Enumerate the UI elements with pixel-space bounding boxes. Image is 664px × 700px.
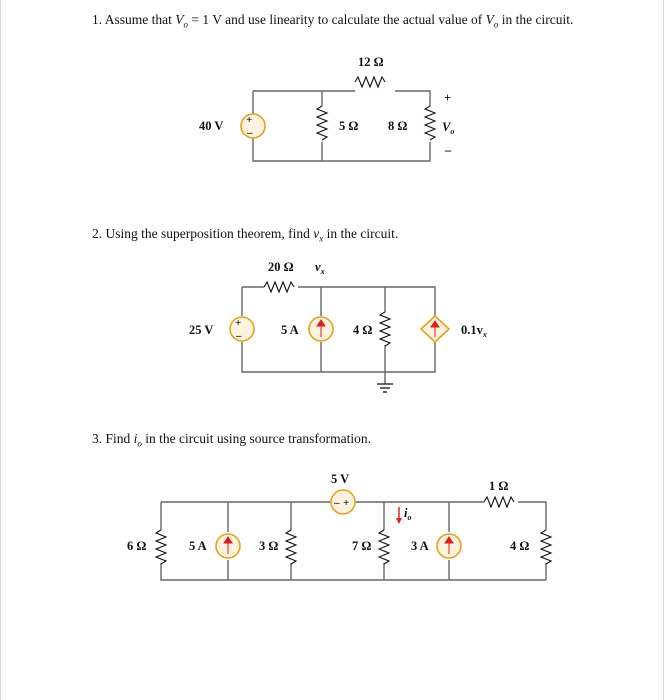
problem-number: 1. <box>92 12 103 27</box>
output-voltage-label: $V_o$ <box>442 120 455 136</box>
resistor-7-label: 7 Ω <box>352 539 372 553</box>
current-io-label: $i_o$ <box>404 506 412 522</box>
resistor-icon <box>317 106 327 140</box>
voltage-source-icon <box>241 114 265 138</box>
circuit-2 <box>189 260 487 392</box>
subscript: o <box>183 19 189 30</box>
variable: V <box>175 12 184 27</box>
subscript: x <box>319 233 324 244</box>
source-plus-sign: + <box>343 497 350 509</box>
problem-text: in the circuit. <box>326 226 399 241</box>
problem-text: = 1 V and use linearity to calculate the actual value of <box>191 12 483 27</box>
source-plus-sign: + <box>246 114 253 126</box>
resistor-icon <box>355 77 385 87</box>
source-minus-sign: – <box>247 127 253 139</box>
node-voltage-label: $v_x$ <box>315 260 325 276</box>
source-5a-label: 5 A <box>281 323 299 337</box>
resistor-5-label: 5 Ω <box>339 119 359 133</box>
subscript: o <box>137 438 142 449</box>
problem-number: 3. <box>92 431 103 446</box>
problem-text: Assume that <box>104 12 172 27</box>
resistor-icon <box>541 530 551 564</box>
resistor-icon <box>425 106 435 140</box>
resistor-icon <box>156 530 166 564</box>
ground-icon <box>377 384 393 392</box>
circuit-2-wires <box>242 287 435 372</box>
circuit-3 <box>127 472 551 580</box>
resistor-8-label: 8 Ω <box>388 119 408 133</box>
circuit-diagrams <box>1 0 664 700</box>
problem-number: 2. <box>92 226 103 241</box>
resistor-3-label: 3 Ω <box>259 539 279 553</box>
problem-text: Using the superposition theorem, find <box>105 226 310 241</box>
down-arrow-icon <box>396 518 402 524</box>
resistor-12-label: 12 Ω <box>358 55 384 69</box>
resistor-4-label: 4 Ω <box>510 539 530 553</box>
resistor-1-label: 1 Ω <box>489 479 509 493</box>
resistor-icon <box>264 282 294 292</box>
problem-text: Find <box>105 431 131 446</box>
problem-text: in the circuit. <box>501 12 574 27</box>
dependent-source-label: $0.1v_x$ <box>461 323 487 339</box>
resistor-icon <box>379 530 389 564</box>
variable: v <box>313 226 320 241</box>
variable: i <box>133 431 138 446</box>
variable: V <box>485 12 494 27</box>
resistor-20-label: 20 Ω <box>268 260 294 274</box>
subscript: o <box>493 19 499 30</box>
resistor-icon <box>380 312 390 346</box>
source-minus-sign: – <box>236 330 242 342</box>
voltage-source-icon <box>230 317 254 341</box>
source-3a-label: 3 A <box>411 539 429 553</box>
resistor-icon <box>286 530 296 564</box>
circuit-1 <box>199 55 454 161</box>
source-5v-label: 5 V <box>331 472 350 486</box>
source-5a-label: 5 A <box>189 539 207 553</box>
output-minus-sign: – <box>445 143 452 157</box>
resistor-4-label: 4 Ω <box>353 323 373 337</box>
resistor-icon <box>484 497 514 507</box>
problem-text: in the circuit using source transformation. <box>145 431 371 446</box>
resistor-6-label: 6 Ω <box>127 539 147 553</box>
source-minus-sign: – <box>334 497 340 509</box>
source-label: 40 V <box>199 119 224 133</box>
output-plus-sign: + <box>444 91 452 105</box>
source-25v-label: 25 V <box>189 323 214 337</box>
source-plus-sign: + <box>235 317 242 329</box>
